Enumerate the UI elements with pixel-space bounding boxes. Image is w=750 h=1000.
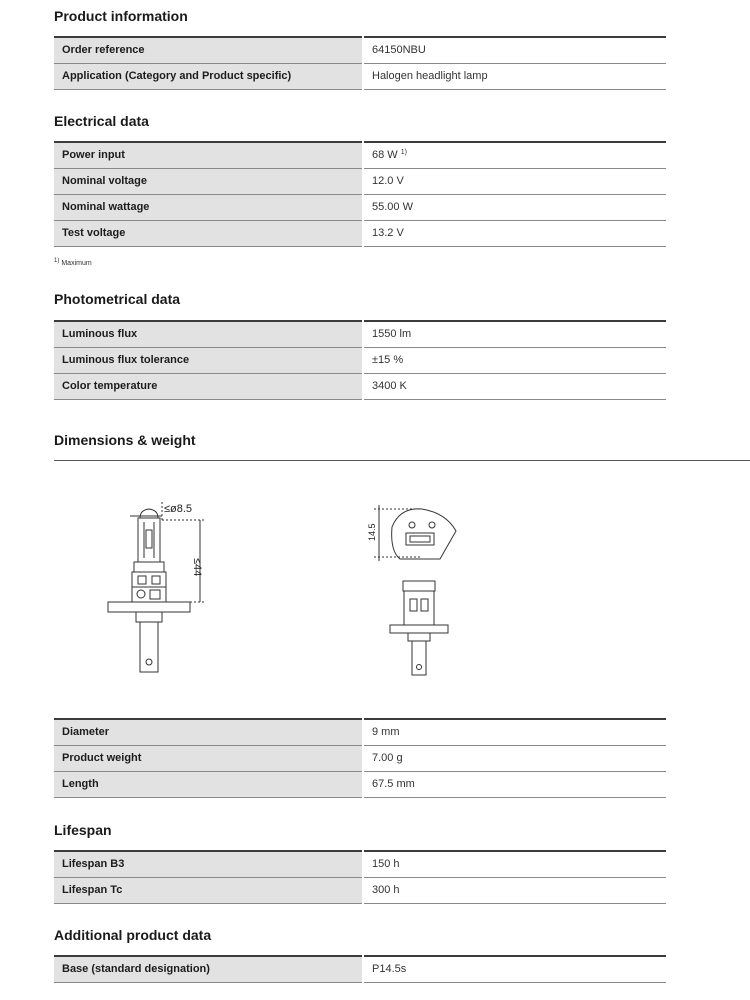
row-value: 67.5 mm [363,771,666,797]
row-label: Product weight [54,745,363,771]
row-label: Power input [54,142,363,168]
dimensions-weight-table [54,718,666,798]
base-height-label: 14.5 [367,523,377,541]
row-label: Length [54,771,363,797]
row-value: 7.00 g [363,745,666,771]
row-label: Order reference [54,37,363,63]
base-top-view [392,509,456,559]
table-row [54,37,666,63]
front-view-base [390,625,448,633]
row-label: Test voltage [54,220,363,246]
row-value: 64150NBU [363,37,666,63]
row-value: 9 mm [363,719,666,745]
table-row [54,956,666,982]
row-label: Nominal voltage [54,168,363,194]
lamp-base-plate [108,602,190,612]
lamp-collar [134,562,164,572]
row-label: Application (Category and Product specific) [54,63,363,89]
row-label: Diameter [54,719,363,745]
section-title-photometrical-data: Photometrical data [54,291,181,307]
section-title-additional-product-data: Additional product data [54,927,212,943]
row-value: 12.0 V [363,168,666,194]
table-row [54,220,666,246]
section-title-product-information: Product information [54,8,188,24]
diameter-label: ≤ø8.5 [164,503,193,515]
row-value: 150 h [363,851,666,877]
table-row [54,877,666,903]
table-row [54,373,666,399]
table-row [54,321,666,347]
row-value: 1550 lm [363,321,666,347]
footnote-number: 1) [54,258,60,264]
product-information-table [54,36,666,90]
row-value: P14.5s [363,956,666,982]
electrical-data-table [54,141,666,247]
power-input-value: 68 W [372,149,398,162]
table-row [54,771,666,797]
table-row [54,719,666,745]
photometrical-data-table [54,320,666,400]
table-row [54,63,666,89]
section-title-lifespan: Lifespan [54,822,112,838]
length-label: ≤44 [191,558,203,577]
lamp-side-view-drawing [100,490,230,685]
table-row [54,851,666,877]
row-value: 300 h [363,877,666,903]
row-label: Base (standard designation) [54,956,363,982]
footnote-marker: 1) [400,149,407,157]
table-row [54,194,666,220]
table-row [54,745,666,771]
row-value [363,142,666,168]
row-label: Nominal wattage [54,194,363,220]
row-label: Lifespan B3 [54,851,363,877]
row-label: Luminous flux tolerance [54,347,363,373]
row-label: Luminous flux [54,321,363,347]
row-label: Color temperature [54,373,363,399]
table-row [54,168,666,194]
row-label: Lifespan Tc [54,877,363,903]
section-title-dimensions-weight: Dimensions & weight [54,432,196,448]
bulb-glass [138,518,160,562]
front-view-collar [403,581,435,591]
table-row [54,347,666,373]
lifespan-table [54,850,666,904]
row-value: Halogen headlight lamp [363,63,666,89]
table-row [54,142,666,168]
footnote-text: Maximum [61,260,92,267]
section-divider [54,460,750,461]
additional-product-data-table [54,955,666,983]
lamp-top-view-drawing [360,495,470,680]
footnote [54,258,92,267]
section-title-electrical-data: Electrical data [54,113,149,129]
row-value: 13.2 V [363,220,666,246]
row-value: 55.00 W [363,194,666,220]
row-value: ±15 % [363,347,666,373]
row-value: 3400 K [363,373,666,399]
